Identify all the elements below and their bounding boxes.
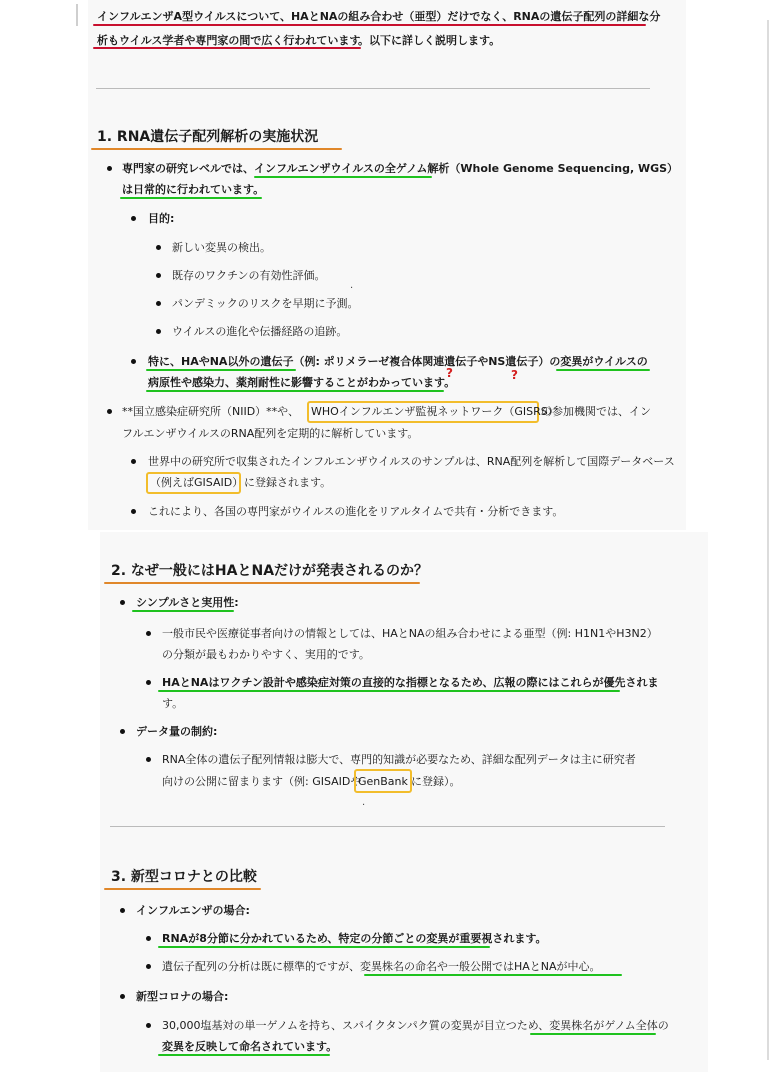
bullet [156,245,161,250]
bullet [131,216,136,221]
data-label: データ量の制約: [136,725,218,738]
simple-label: シンプルさと実用性: [136,596,239,609]
s2-d1-line1: RNA全体の遺伝子配列情報は膨大で、専門的知識が必要なため、詳細な配列データは主に研究者 [162,753,636,766]
purpose-item: ウイルスの進化や伝播経路の追跡。 [172,325,348,338]
purpose-label: 目的: [148,212,175,225]
green-underline [254,176,432,178]
bullet [146,757,151,762]
green-underline [132,610,234,612]
s3-f1: RNAが8分節に分かれているため、特定の分節ごとの変異が重要視されます。 [162,932,547,945]
cursor-mark: · [362,800,366,811]
bullet [107,409,112,414]
green-underline [158,1054,330,1056]
bullet [146,631,151,636]
red-underline-2 [93,47,361,49]
s1-b4-line1: 世界中の研究所で収集されたインフルエンザウイルスのサンプルは、RNA配列を解析して国際データベース [148,455,675,468]
section-2-heading: 2. なぜ一般にはHAとNAだけが発表されるのか？ [111,563,429,579]
section-1-heading: 1. RNA遺伝子配列解析の実施状況 [97,129,319,145]
green-underline [146,390,444,392]
bullet [120,908,125,913]
bullet [131,359,136,364]
s3-c1-line1: 30,000塩基対の単一ゲノムを持ち、スパイクタンパク質の変異が目立つため、変異株名がゲノム全体の [162,1019,669,1032]
green-underline [364,974,622,976]
bullet [156,273,161,278]
s1-b3-line1-box: WHOインフルエンザ監視ネットワーク（GISRS） [311,405,559,418]
bullet [131,509,136,514]
purpose-item: パンデミックのリスクを早期に予測。 [172,297,359,310]
divider-2 [110,826,665,827]
s1-b1-line1: 専門家の研究レベルでは、インフルエンザウイルスの全ゲノム解析（Whole Genome Sequencing, WGS） [122,162,679,175]
bullet [107,166,112,171]
bullet [146,680,151,685]
s1-b3-line1a: **国立感染症研究所（NIID）**や、 [122,405,299,418]
orange-underline-3 [104,888,261,890]
bullet [120,600,125,605]
bullet [131,459,136,464]
flu-label: インフルエンザの場合: [136,904,250,917]
s2-s2-line2: す。 [162,697,184,710]
s1-b2-line1: 特に、HAやNA以外の遺伝子（例: ポリメラーゼ複合体関連遺伝子やNS遺伝子）の変異がウイルスの [148,355,648,368]
s1-b3-line1b: の参加機関では、イン [541,405,651,418]
green-underline [556,369,650,371]
purpose-item: 既存のワクチンの有効性評価。 [172,269,326,282]
s2-d1-line2a: 向けの公開に留まります（例: GISAIDや [162,775,362,788]
s2-d1-line2b: に登録）。 [411,775,461,788]
divider-1 [96,88,650,89]
bullet [146,936,151,941]
bullet [120,729,125,734]
s3-f2: 遺伝子配列の分析は既に標準的ですが、変異株名の命名や一般公開ではHAとNAが中心。 [162,960,601,973]
question-mark: ? [446,366,453,380]
bullet [146,964,151,969]
green-underline [158,690,620,692]
s2-s1-line2: の分類が最もわかりやすく、実用的です。 [162,648,370,661]
s1-b2-line2: 病原性や感染力、薬剤耐性に影響することがわかっています。 [148,376,456,389]
question-mark: ? [511,368,518,382]
s1-b5: これにより、各国の専門家がウイルスの進化をリアルタイムで共有・分析できます。 [148,505,564,518]
red-underline-1 [93,24,646,26]
s1-b4-line2b: に登録されます。 [244,476,332,489]
intro-line-2b: 。以下に詳しく説明します。 [358,34,501,47]
bullet [120,994,125,999]
intro-line-2a: 析もウイルス学者や専門家の間で広く行われています [97,34,361,47]
upper-page-panel [88,0,686,530]
bullet [156,329,161,334]
orange-underline-2 [104,582,420,584]
s3-c1-line2: 変異を反映して命名されています。 [162,1040,338,1053]
bullet [156,301,161,306]
s1-b1-line2: は日常的に行われています。 [122,183,265,196]
orange-underline-1 [91,148,342,150]
s2-s2-line1: HAとNAはワクチン設計や感染症対策の直接的な指標となるため、広報の際にはこれらが優先されま [162,676,659,689]
s1-b3-line2: フルエンザウイルスのRNA配列を定期的に解析しています。 [122,427,419,440]
s2-s1-line1: 一般市民や医療従事者向けの情報としては、HAとNAの組み合わせによる亜型（例: H1N1やH3N2） [162,627,658,640]
green-underline [530,1033,656,1035]
purpose-item: 新しい変異の検出。 [172,241,271,254]
covid-label: 新型コロナの場合: [136,990,229,1003]
scan-edge-left [76,4,78,26]
scan-edge-right [767,20,769,1060]
s2-d1-line2-box: GenBank [358,775,408,788]
s1-b4-line2-box: （例えばGISAID） [150,476,244,489]
green-underline [146,369,296,371]
intro-line-1: インフルエンザA型ウイルスについて、HAとNAの組み合わせ（亜型）だけでなく、RNAの遺伝子配列の詳細な分 [97,10,661,23]
bullet [146,1023,151,1028]
section-3-heading: 3. 新型コロナとの比較 [111,869,257,885]
green-underline [120,197,262,199]
cursor-mark: · [350,283,354,294]
green-underline [158,946,490,948]
